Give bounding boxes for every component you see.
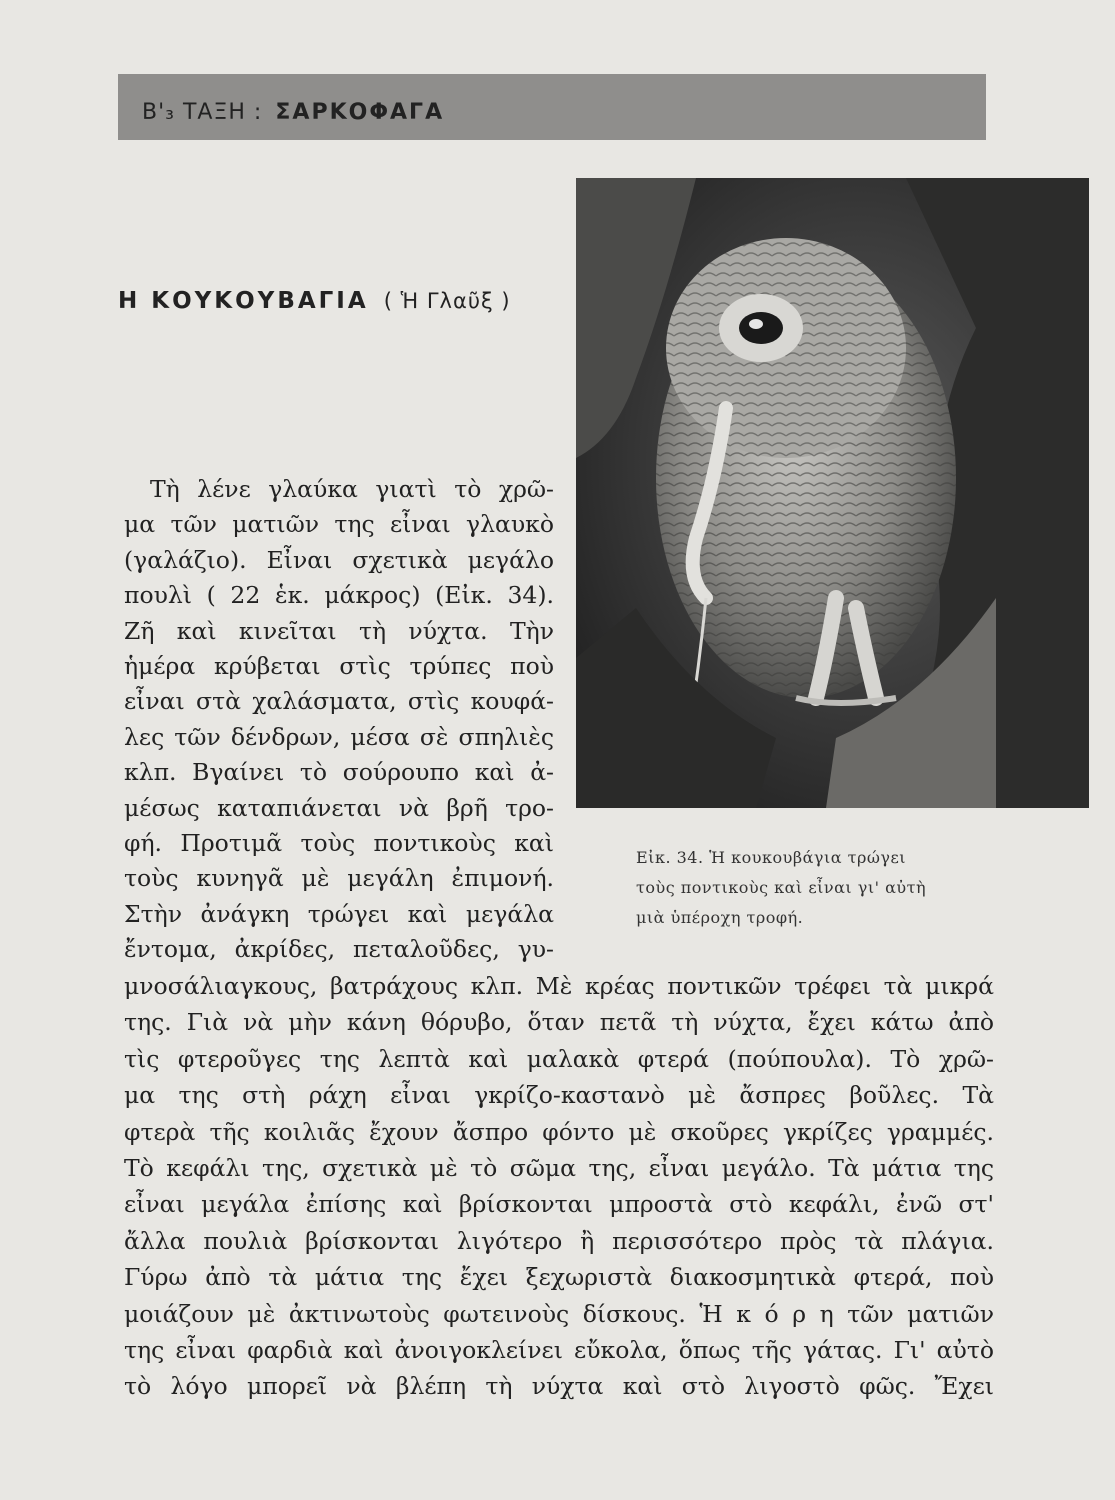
text-line: τὶς φτεροῦγες της λεπτὰ καὶ μαλακὰ φτερά (πούπουλα). Τὸ χρῶ- [124,1044,994,1073]
text-line: μνοσάλιαγκους, βατράχους κλπ. Μὲ κρέας ποντικῶν τρέφει τὰ μικρά [124,972,994,1000]
owl-photo-illustration [576,178,1089,808]
text-line: ἄλλα πουλιὰ βρίσκονται λιγότερο ἢ περισσότερο πρὸς τὰ πλάγια. [124,1226,994,1255]
text-line: της εἶναι φαρδιὰ καὶ ἀνοιγοκλείνει εὔκολα, ὅπως τῆς γάτας. Γι' αὐτὸ [124,1336,994,1365]
text-line: Τὴ λένε γλαύκα γιατὶ τὸ χρῶ- [150,475,554,503]
owl-photo [576,178,1089,808]
text-line: λες τῶν δένδρων, μέσα σὲ σπηλιὲς [124,722,554,751]
text-line: (γαλάζιο). Εἶναι σχετικὰ μεγάλο [124,545,554,574]
text-line: τὸ λόγο μπορεῖ νὰ βλέπη τὴ νύχτα καὶ στὸ λιγοστὸ φῶς. Ἔχει [124,1372,994,1401]
chapter-subject: ΣΑΡΚΟΦΑΓΑ [275,100,445,125]
text-line: μα τῶν ματιῶν της εἶναι γλαυκὸ [124,510,554,539]
text-line: μα της στὴ ράχη εἶναι γκρίζο-καστανὸ μὲ ἄσπρες βοῦλες. Τὰ [124,1081,994,1110]
text-line: ἔντομα, ἀκρίδες, πεταλοῦδες, γυ- [124,935,554,964]
section-title-main: Η ΚΟΥΚΟΥΒΑΓΙΑ [118,288,369,314]
caption-line: Εἰκ. 34. Ἡ κουκουβάγια τρώγει [636,848,907,867]
text-line: εἶναι μεγάλα ἐπίσης καὶ βρίσκονται μπροστὰ στὸ κεφάλι, ἐνῶ στ' [124,1190,994,1219]
section-title-alt-name: ( Ἡ Γλαῦξ ) [383,289,511,313]
text-line: Στὴν ἀνάγκη τρώγει καὶ μεγάλα [124,899,554,928]
text-line: φτερὰ τῆς κοιλιᾶς ἔχουν ἄσπρο φόντο μὲ σκοῦρες γκρίζες γραμμές. [124,1117,994,1146]
text-line: της. Γιὰ νὰ μὴν κάνη θόρυβο, ὅταν πετᾶ τὴ νύχτα, ἔχει κάτω ἀπὸ [124,1008,994,1037]
caption-line: τοὺς ποντικοὺς καὶ εἶναι γι' αὐτὴ [636,878,927,897]
text-line: κλπ. Βγαίνει τὸ σούρουπο καὶ ἀ- [124,758,554,787]
text-line: μέσως καταπιάνεται νὰ βρῆ τρο- [124,793,554,822]
text-line: εἶναι στὰ χαλάσματα, στὶς κουφά- [124,687,554,716]
text-line: τοὺς κυνηγᾶ μὲ μεγάλη ἐπιμονή. [124,864,554,893]
chapter-label: Β'₃ ΤΑΞΗ : [142,100,263,125]
section-title [118,288,511,314]
text-line: φή. Προτιμᾶ τοὺς ποντικοὺς καὶ [124,829,554,858]
figure-caption [636,843,1006,933]
chapter-header-bar [118,74,986,140]
body-text-full-width [124,968,994,1405]
text-line: ἡμέρα κρύβεται στὶς τρύπες ποὺ [124,652,554,681]
text-line: Τὸ κεφάλι της, σχετικὰ μὲ τὸ σῶμα της, εἶναι μεγάλο. Τὰ μάτια της [124,1154,994,1183]
text-line: πουλὶ ( 22 ἑκ. μάκρος) (Εἰκ. 34). [124,581,554,610]
text-line: Γύρω ἀπὸ τὰ μάτια της ἔχει ξεχωριστὰ διακοσμητικὰ φτερά, ποὺ [124,1263,994,1292]
body-text-column [124,472,554,968]
text-line: Ζῆ καὶ κινεῖται τὴ νύχτα. Τὴν [124,616,554,645]
text-line: μοιάζουν μὲ ἀκτινωτοὺς φωτεινοὺς δίσκους. Ἡ κ ό ρ η τῶν ματιῶν [124,1299,994,1328]
caption-line: μιὰ ὑπέροχη τροφή. [636,908,804,927]
